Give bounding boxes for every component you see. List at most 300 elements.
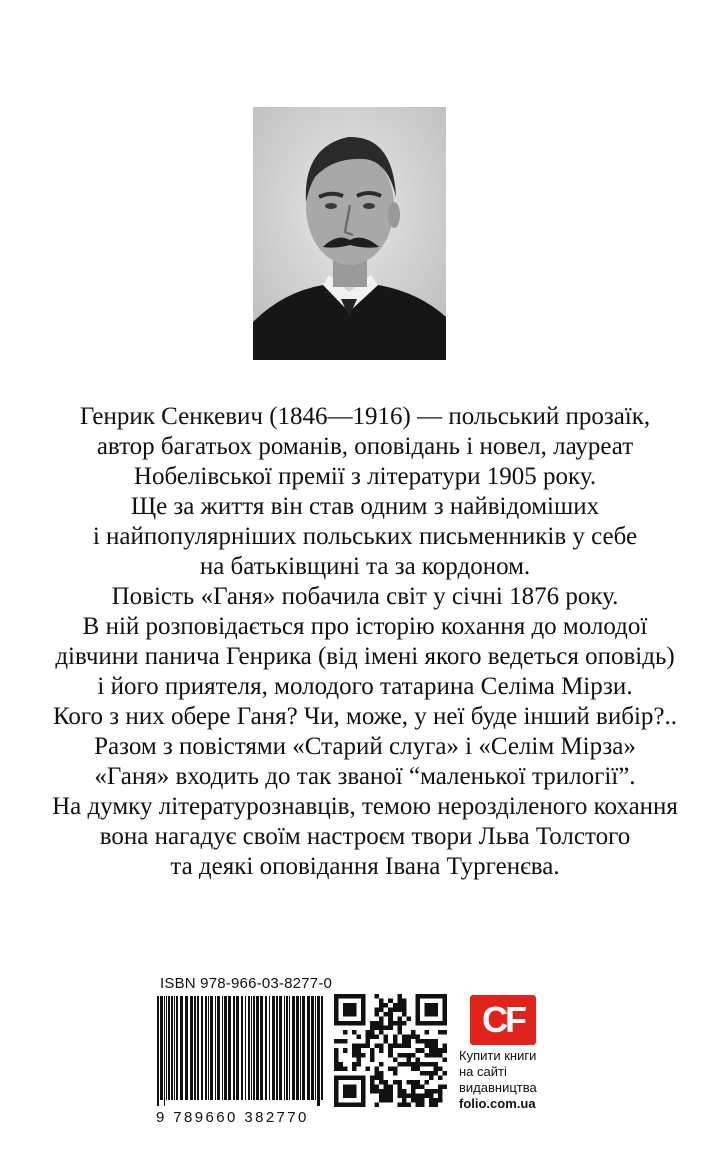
qr-module	[334, 1057, 339, 1062]
barcode-bar	[241, 996, 243, 1100]
barcode-bar	[164, 996, 165, 1106]
buy-books-note	[459, 1048, 579, 1112]
annotation-line: Нобелівської премії з літератури 1905 року.	[133, 463, 597, 490]
qr-module	[370, 1080, 375, 1085]
qr-module	[406, 1057, 411, 1062]
qr-module	[402, 1008, 407, 1013]
qr-module	[388, 1084, 393, 1089]
barcode-bar	[215, 996, 216, 1100]
qr-module	[357, 1044, 362, 1049]
qr-module	[352, 1062, 357, 1067]
qr-module	[415, 1062, 420, 1067]
qr-module	[406, 1039, 411, 1044]
barcode-bar	[185, 996, 188, 1100]
qr-finder	[343, 1003, 357, 1017]
qr-module	[370, 1084, 375, 1089]
annotation-line: і найпопулярніших польських письменників у себе	[92, 523, 638, 550]
book-annotation	[40, 402, 690, 882]
qr-module	[388, 1017, 393, 1022]
qr-module	[429, 1089, 434, 1094]
qr-module	[433, 1098, 438, 1103]
qr-module	[352, 1030, 357, 1035]
qr-module	[397, 1003, 402, 1008]
qr-module	[397, 1053, 402, 1058]
qr-module	[388, 1093, 393, 1098]
qr-module	[438, 1075, 443, 1080]
qr-module	[375, 1071, 380, 1076]
barcode-bar	[284, 996, 285, 1100]
qr-module	[433, 1102, 438, 1107]
qr-module	[397, 1062, 402, 1067]
qr-module	[388, 1066, 393, 1071]
barcode-bar	[315, 996, 316, 1100]
qr-module	[429, 1093, 434, 1098]
barcode-bar	[222, 996, 223, 1100]
qr-module	[384, 1084, 389, 1089]
qr-module	[438, 1053, 443, 1058]
qr-module	[366, 1066, 371, 1071]
qr-module	[384, 1035, 389, 1040]
qr-module	[411, 1035, 416, 1040]
qr-module	[420, 1048, 425, 1053]
barcode-bar	[194, 996, 196, 1100]
qr-module	[393, 1008, 398, 1013]
qr-module	[357, 1062, 362, 1067]
qr-module	[357, 1057, 362, 1062]
qr-module	[415, 1080, 420, 1085]
qr-module	[357, 1048, 362, 1053]
qr-module	[393, 1057, 398, 1062]
qr-module	[402, 1089, 407, 1094]
qr-module	[388, 1053, 393, 1058]
qr-module	[397, 1080, 402, 1085]
qr-module	[397, 1021, 402, 1026]
qr-module	[370, 1053, 375, 1058]
qr-module	[406, 1093, 411, 1098]
qr-module	[438, 1030, 443, 1035]
qr-module	[411, 1030, 416, 1035]
qr-module	[402, 1035, 407, 1040]
qr-module	[406, 1053, 411, 1058]
qr-module	[429, 1071, 434, 1076]
qr-module	[379, 1030, 384, 1035]
barcode-bar	[166, 996, 167, 1100]
barcode-bar	[269, 996, 270, 1100]
qr-module	[375, 1084, 380, 1089]
qr-module	[438, 1048, 443, 1053]
qr-module	[361, 1044, 366, 1049]
barcode-bar	[224, 996, 227, 1100]
qr-module	[343, 1030, 348, 1035]
author-portrait	[253, 107, 446, 360]
qr-module	[411, 1084, 416, 1089]
barcode-bar	[176, 996, 178, 1100]
qr-module	[375, 1102, 380, 1107]
qr-module	[393, 1080, 398, 1085]
qr-module	[429, 1048, 434, 1053]
qr-module	[415, 1098, 420, 1103]
barcode-bar	[208, 996, 209, 1100]
qr-module	[406, 1080, 411, 1085]
qr-module	[384, 1026, 389, 1031]
qr-module	[442, 1030, 447, 1035]
buy-line: видавництва	[459, 1080, 537, 1095]
qr-module	[402, 1003, 407, 1008]
annotation-line: дівчини панича Генрика (від імені якого ведеться оповідь)	[55, 643, 675, 670]
qr-module	[397, 1026, 402, 1031]
qr-module	[433, 1062, 438, 1067]
qr-module	[411, 1053, 416, 1058]
qr-module	[424, 1062, 429, 1067]
barcode-bar	[289, 996, 290, 1100]
barcode-bar	[197, 996, 199, 1100]
qr-module	[442, 1071, 447, 1076]
qr-module	[424, 1093, 429, 1098]
publisher-logo-text: CF	[482, 999, 524, 1040]
qr-module	[352, 1048, 357, 1053]
qr-module	[438, 1066, 443, 1071]
qr-module	[334, 1062, 339, 1067]
qr-module	[379, 1044, 384, 1049]
qr-code[interactable]	[334, 994, 447, 1107]
qr-module	[433, 1066, 438, 1071]
qr-module	[366, 1044, 371, 1049]
annotation-line: Повість «Ганя» побачила світ у січні 1876 року.	[111, 583, 619, 610]
qr-module	[424, 1071, 429, 1076]
qr-module	[397, 1084, 402, 1089]
qr-module	[424, 1039, 429, 1044]
qr-finder	[343, 1084, 357, 1098]
qr-module	[375, 1021, 380, 1026]
qr-module	[424, 1080, 429, 1085]
qr-module	[379, 1021, 384, 1026]
barcode-bar	[236, 996, 239, 1100]
qr-module	[429, 1039, 434, 1044]
qr-module	[420, 1098, 425, 1103]
qr-module	[433, 1089, 438, 1094]
qr-module	[415, 1057, 420, 1062]
qr-module	[379, 999, 384, 1004]
qr-module	[393, 1039, 398, 1044]
barcode-bar	[245, 996, 246, 1100]
qr-module	[406, 1017, 411, 1022]
qr-module	[438, 1093, 443, 1098]
qr-module	[420, 1071, 425, 1076]
qr-module	[429, 1062, 434, 1067]
qr-module	[415, 1066, 420, 1071]
qr-module	[438, 1089, 443, 1094]
barcode-bar	[272, 996, 275, 1100]
qr-module	[406, 1062, 411, 1067]
qr-module	[370, 1089, 375, 1094]
annotation-line: На думку літературознавців, темою нерозділеного кохання	[52, 793, 678, 820]
barcode-bar	[256, 996, 259, 1100]
qr-module	[429, 1075, 434, 1080]
barcode-bar	[276, 996, 278, 1100]
qr-module	[370, 1048, 375, 1053]
qr-module	[424, 1044, 429, 1049]
barcode-bar	[190, 996, 193, 1100]
barcode-bar	[292, 996, 295, 1100]
buy-line: Купити книги	[459, 1048, 537, 1063]
barcode-bar	[251, 996, 252, 1100]
barcode-bar	[265, 996, 267, 1100]
qr-module	[393, 1021, 398, 1026]
qr-module	[429, 1044, 434, 1049]
qr-module	[388, 1008, 393, 1013]
isbn-label: ISBN 978-966-03-8277-0	[160, 975, 333, 992]
qr-module	[402, 1062, 407, 1067]
annotation-line: та деякі оповідання Івана Тургенєва.	[170, 853, 560, 880]
annotation-line: В ній розповідається про історію кохання до молодої	[82, 613, 648, 640]
qr-module	[420, 1102, 425, 1107]
qr-module	[433, 1053, 438, 1058]
qr-module	[420, 1062, 425, 1067]
qr-module	[442, 1057, 447, 1062]
qr-module	[397, 1008, 402, 1013]
qr-module	[339, 1039, 344, 1044]
barcode-bar	[248, 996, 250, 1100]
publisher-site-link[interactable]: folio.com.ua	[459, 1096, 536, 1111]
barcode-bar	[307, 996, 310, 1100]
barcode-bar	[201, 996, 203, 1100]
qr-module	[393, 1003, 398, 1008]
qr-module	[357, 1035, 362, 1040]
qr-module	[402, 1021, 407, 1026]
publisher-logo	[470, 995, 536, 1045]
qr-module	[375, 1035, 380, 1040]
qr-module	[402, 1039, 407, 1044]
qr-module	[375, 1066, 380, 1071]
qr-module	[442, 1048, 447, 1053]
qr-module	[370, 1021, 375, 1026]
barcode-bar	[260, 996, 263, 1100]
qr-module	[370, 1035, 375, 1040]
barcode-bar	[279, 996, 282, 1100]
qr-module	[397, 1089, 402, 1094]
qr-module	[415, 1039, 420, 1044]
qr-module	[420, 1093, 425, 1098]
qr-module	[429, 1102, 434, 1107]
qr-module	[384, 1003, 389, 1008]
qr-module	[393, 1035, 398, 1040]
qr-module	[375, 1008, 380, 1013]
barcode-bar	[157, 996, 159, 1106]
qr-module	[420, 1039, 425, 1044]
qr-module	[388, 1089, 393, 1094]
barcode-bar	[168, 996, 170, 1100]
qr-module	[415, 1035, 420, 1040]
qr-module	[393, 1066, 398, 1071]
qr-module	[370, 1030, 375, 1035]
qr-module	[406, 1102, 411, 1107]
qr-module	[370, 1075, 375, 1080]
qr-module	[366, 1035, 371, 1040]
qr-module	[375, 1012, 380, 1017]
qr-module	[384, 1093, 389, 1098]
qr-module	[397, 1044, 402, 1049]
qr-module	[429, 1053, 434, 1058]
barcode-bar	[317, 996, 320, 1106]
barcode-bar	[321, 996, 323, 1100]
qr-module	[424, 1030, 429, 1035]
qr-module	[361, 1053, 366, 1058]
barcode-bar	[217, 996, 220, 1100]
qr-module	[379, 1089, 384, 1094]
qr-module	[411, 1098, 416, 1103]
qr-module	[384, 1098, 389, 1103]
qr-module	[397, 999, 402, 1004]
qr-module	[415, 1048, 420, 1053]
qr-module	[388, 999, 393, 1004]
qr-module	[334, 1066, 339, 1071]
barcode-bar	[228, 996, 231, 1100]
barcode-bar	[311, 996, 314, 1100]
qr-module	[397, 1102, 402, 1107]
barcode-bar	[233, 996, 235, 1100]
qr-module	[429, 1098, 434, 1103]
qr-module	[402, 1102, 407, 1107]
barcode-digits: 9 789660 382770	[156, 1109, 309, 1126]
qr-module	[406, 1044, 411, 1049]
barcode-bar	[160, 996, 163, 1100]
annotation-line: вона нагадує своїм настроєм твори Льва Толстого	[99, 823, 631, 850]
qr-module	[375, 1075, 380, 1080]
qr-module	[379, 1098, 384, 1103]
barcode-bar	[253, 996, 255, 1100]
qr-module	[339, 1066, 344, 1071]
qr-module	[402, 1053, 407, 1058]
qr-module	[415, 1093, 420, 1098]
qr-module	[379, 1017, 384, 1022]
qr-module	[438, 1084, 443, 1089]
qr-module	[397, 1017, 402, 1022]
barcode-bar	[300, 996, 301, 1100]
qr-module	[379, 1093, 384, 1098]
qr-module	[424, 1089, 429, 1094]
qr-module	[339, 1062, 344, 1067]
qr-module	[402, 1044, 407, 1049]
buy-line: на сайті	[459, 1064, 507, 1079]
qr-module	[384, 1080, 389, 1085]
qr-module	[415, 1084, 420, 1089]
qr-module	[375, 1026, 380, 1031]
qr-module	[411, 1093, 416, 1098]
qr-module	[334, 1048, 339, 1053]
qr-module	[343, 1048, 348, 1053]
qr-module	[370, 1057, 375, 1062]
qr-module	[379, 1062, 384, 1067]
qr-module	[411, 1062, 416, 1067]
annotation-line: і його приятеля, молодого татарина Селіма Мірзи.	[97, 673, 633, 700]
qr-module	[388, 1012, 393, 1017]
qr-module	[357, 1053, 362, 1058]
qr-module	[352, 1044, 357, 1049]
qr-module	[420, 1084, 425, 1089]
qr-module	[366, 1039, 371, 1044]
qr-module	[397, 1030, 402, 1035]
qr-module	[388, 1048, 393, 1053]
qr-module	[388, 1026, 393, 1031]
qr-module	[379, 1080, 384, 1085]
qr-module	[442, 1084, 447, 1089]
barcode-bar	[286, 996, 288, 1100]
qr-module	[375, 1089, 380, 1094]
barcode-bar	[205, 996, 207, 1100]
qr-module	[334, 1053, 339, 1058]
qr-module	[379, 1075, 384, 1080]
qr-module	[375, 1044, 380, 1049]
annotation-line: «Ганя» входить до так званої “маленької трилогії”.	[94, 763, 636, 790]
qr-module	[397, 1093, 402, 1098]
barcode-bar	[210, 996, 213, 1100]
qr-module	[388, 1044, 393, 1049]
qr-module	[370, 1026, 375, 1031]
qr-module	[433, 1048, 438, 1053]
qr-module	[411, 1089, 416, 1094]
qr-module	[433, 1071, 438, 1076]
qr-module	[343, 1066, 348, 1071]
qr-module	[397, 994, 402, 999]
annotation-line: на батьківщині та за кордоном.	[199, 553, 531, 580]
qr-module	[402, 1012, 407, 1017]
annotation-line: Кого з них обере Ганя? Чи, може, у неї буде інший вибір?..	[53, 703, 677, 730]
annotation-line: Разом з повістями «Старий слуга» і «Селім Мірза»	[94, 733, 636, 760]
qr-finder	[424, 1003, 438, 1017]
barcode-bar	[174, 996, 175, 1100]
qr-module	[402, 1098, 407, 1103]
qr-module	[352, 1066, 357, 1071]
qr-module	[433, 1044, 438, 1049]
barcode-bar	[302, 996, 305, 1100]
qr-module	[406, 1035, 411, 1040]
annotation-line: автор багатьох романів, оповідань і новел, лауреат	[96, 433, 634, 460]
qr-module	[379, 1071, 384, 1076]
qr-module	[388, 1098, 393, 1103]
qr-module	[343, 1039, 348, 1044]
barcode-bar	[180, 996, 183, 1100]
qr-module	[402, 1093, 407, 1098]
qr-module	[334, 1039, 339, 1044]
qr-module	[379, 1026, 384, 1031]
qr-module	[384, 1039, 389, 1044]
qr-module	[384, 1012, 389, 1017]
qr-module	[393, 1071, 398, 1076]
barcode-bar	[171, 996, 173, 1100]
qr-module	[411, 1080, 416, 1085]
qr-module	[379, 1008, 384, 1013]
qr-module	[393, 1044, 398, 1049]
qr-module	[402, 999, 407, 1004]
qr-module	[366, 1030, 371, 1035]
barcode-bar	[296, 996, 299, 1100]
qr-module	[384, 1089, 389, 1094]
qr-module	[379, 1048, 384, 1053]
qr-module	[411, 1066, 416, 1071]
annotation-line: Ще за життя він став одним з найвідоміших	[130, 493, 600, 520]
qr-module	[388, 1021, 393, 1026]
qr-module	[433, 1039, 438, 1044]
qr-module	[415, 1102, 420, 1107]
qr-module	[438, 1098, 443, 1103]
qr-module	[442, 1044, 447, 1049]
qr-module	[375, 994, 380, 999]
qr-module	[424, 1053, 429, 1058]
barcode	[155, 996, 325, 1106]
qr-module	[379, 1003, 384, 1008]
qr-module	[352, 1053, 357, 1058]
annotation-line: Генрик Сенкевич (1846—1916) — польський прозаїк,	[79, 403, 651, 430]
